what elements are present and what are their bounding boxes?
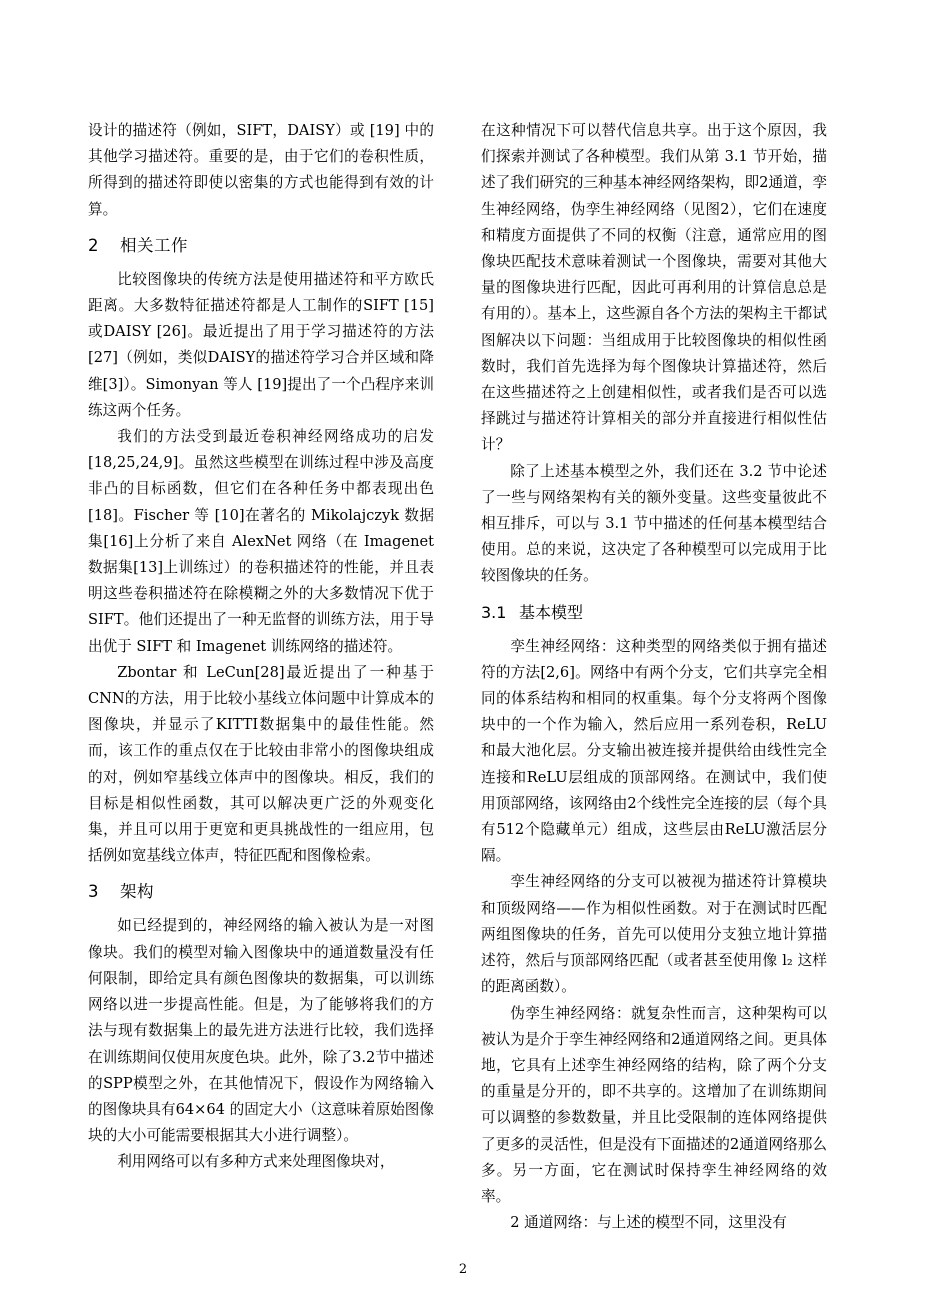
section-2-number: 2: [88, 235, 99, 255]
section-3-title: 架构: [120, 882, 154, 902]
section-2-title: 相关工作: [120, 235, 188, 255]
section-3-number: 3: [88, 882, 99, 902]
paragraph: 孪生神经网络：这种类型的网络类似于拥有描述符的方法[2,6]。网络中有两个分支，它们共享完全相同的体系结构和相同的权重集。每个分支将两个图像块中的一个作为输入，然后应用一系列卷积，ReLU 和最大池化层。分支输出被连接并提供给由线性完全连接和ReLU层组成的顶部网络。在测试中，我们使用顶部网络，该网络由2个线性完全连接的层（每个具有512个隐藏单元）组成，这些层由ReLU激活层分隔。: [481, 637, 827, 865]
paragraph: Zbontar 和 LeCun[28]最近提出了一种基于CNN的方法，用于比较小基线立体问题中计算成本的图像块，并显示了KITTI数据集中的最佳性能。然而，该工作的重点仅在于比较由非常小的图像块组成的对，例如窄基线立体声中的图像块。相反，我们的目标是相似性函数，其可以解决更广泛的外观变化集，并且可以用于更宽和更具挑战性的一组应用，包括例如宽基线立体声，特征匹配和图像检索。: [88, 663, 434, 865]
paragraph: 2 通道网络：与上述的模型不同，这里没有: [510, 1214, 787, 1232]
section-3-1-number: 3.1: [481, 602, 507, 622]
paragraph: 除了上述基本模型之外，我们还在 3.2 节中论述了一些与网络架构有关的额外变量。这些变量彼此不相互排斥，可以与 3.1 节中描述的任何基本模型结合使用。总的来说，这决定了各种模型可以完成用于比较图像块的任务。: [481, 462, 827, 585]
paragraph: 比较图像块的传统方法是使用描述符和平方欧氏距离。大多数特征描述符都是人工制作的SIFT [15]或DAISY [26]。最近提出了用于学习描述符的方法[27]（例如，类似DAISY的描述符学习合并区域和降维[3]）。Simonyan 等人 [19]提出了一个凸程序来训练这两个任务。: [88, 270, 434, 419]
page-number: 2: [458, 1262, 468, 1277]
paragraph: 利用网络可以有多种方式来处理图像块对，: [117, 1153, 395, 1171]
section-2-heading: [88, 233, 434, 259]
paragraph: 伪孪生神经网络：就复杂性而言，这种架构可以被认为是介于孪生神经网络和2通道网络之间。更具体地，它具有上述孪生神经网络的结构，除了两个分支的重量是分开的，即不共享的。这增加了在训练期间可以调整的参数数量，并且比受限制的连体网络提供了更多的灵活性，但是没有下面描述的2通道网络那么多。另一方面，它在测试时保持孪生神经网络的效率。: [481, 1004, 827, 1205]
paragraph: 孪生神经网络的分支可以被视为描述符计算模块和顶级网络——作为相似性函数。对于在测试时匹配两组图像块的任务，首先可以使用分支独立地计算描述符，然后与顶部网络匹配（或者甚至使用像 l₂ 这样的距离函数）。: [481, 873, 827, 996]
right-column: [481, 118, 827, 1236]
paragraph: 如已经提到的，神经网络的输入被认为是一对图像块。我们的模型对输入图像块中的通道数量没有任何限制，即给定具有颜色图像块的数据集，可以训练网络以进一步提高性能。但是，为了能够将我们的方法与现有数据集上的最先进方法进行比较，我们选择在训练期间仅使用灰度色块。此外，除了3.2节中描述的SPP模型之外，在其他情况下，假设作为网络输入的图像块具有64×64 的固定大小（这意味着原始图像块的大小可能需要根据其大小进行调整）。: [88, 917, 434, 1145]
intro-paragraph: 设计的描述符（例如，SIFT，DAISY）或 [19] 中的其他学习描述符。重要的是，由于它们的卷积性质，所得到的描述符即使以密集的方式也能得到有效的计算。: [88, 122, 434, 218]
paragraph: 我们的方法受到最近卷积神经网络成功的启发[18,25,24,9]。虽然这些模型在训练过程中涉及高度非凸的目标函数，但它们在各种任务中都表现出色[18]。Fischer 等 [10]在著名的 Mikolajczyk 数据集[16]上分析了来自 AlexNet 网络（在 Imagenet 数据集[13]上训练过）的卷积描述符的性能，并且表明这些卷积描述符在除模糊之外的大多数情况下优于 SIFT。他们还提出了一种无监督的训练方法，用于导出优于 SIFT 和 Imagenet 训练网络的描述符。: [88, 428, 434, 655]
section-3-1-title: 基本模型: [519, 602, 584, 622]
section-3-1-heading: [481, 600, 827, 626]
continuation-paragraph: 在这种情况下可以替代信息共享。出于这个原因，我们探索并测试了各种模型。我们从第 3.1 节开始，描述了我们研究的三种基本神经网络架构，即2通道，孪生神经网络，伪孪生神经网络（见图2），它们在速度和精度方面提供了不同的权衡（注意，通常应用的图像块匹配技术意味着测试一个图像块，需要对其他大量的图像块进行匹配，因此可再利用的计算信息总是有用的）。基本上，这些源自各个方法的架构主干都试图解决以下问题：当组成用于比较图像块的相似性函数时，我们首先选择为每个图像块计算描述符，然后在这些描述符之上创建相似性，或者我们是否可以选择跳过与描述符计算相关的部分并直接进行相似性估计？: [481, 122, 827, 454]
section-3-heading: [88, 879, 434, 905]
left-column: [88, 118, 434, 1176]
